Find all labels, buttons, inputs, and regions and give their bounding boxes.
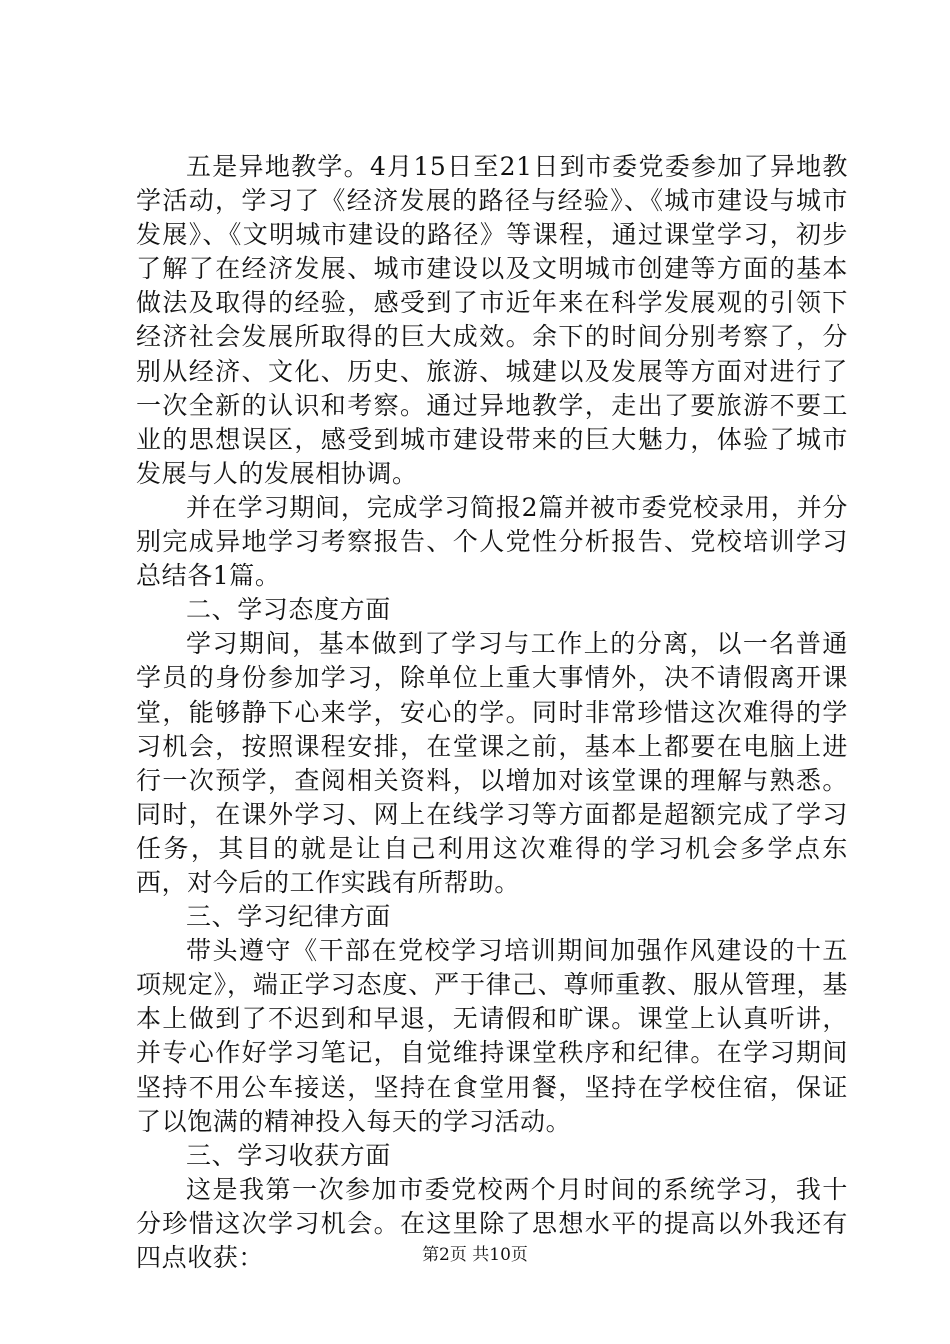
- page-number-footer: 第2页 共10页: [422, 1245, 528, 1265]
- paragraph-off-site-teaching: 五是异地教学。4月15日至21日到市委党委参加了异地教学活动，学习了《经济发展的路径与经验》、《城市建设与城市发展》、《文明城市建设的路径》等课程，通过课堂学习，初步了解了在经济发展、城市建设以及文明城市创建等方面的基本做法及取得的经验，感受到了市近年来在科学发展观的引领下经济社会发展所取得的巨大成效。余下的时间分别考察了，分别从经济、文化、历史、旅游、城建以及发展等方面对进行了一次全新的认识和考察。通过异地教学，走出了要旅游不要工业的思想误区，感受到城市建设带来的巨大魅力，体验了城市发展与人的发展相协调。: [136, 152, 848, 488]
- section-heading-discipline: 三、学习纪律方面: [186, 902, 391, 932]
- section-heading-attitude: 二、学习态度方面: [186, 595, 391, 625]
- section-heading-gains: 三、学习收获方面: [186, 1140, 391, 1170]
- paragraph-attitude: 学习期间，基本做到了学习与工作上的分离，以一名普通学员的身份参加学习，除单位上重大事情外，决不请假离开课堂，能够静下心来学，安心的学。同时非常珍惜这次难得的学习机会，按照课程安排，在堂课之前，基本上都要在电脑上进行一次预学，查阅相关资料，以增加对该堂课的理解与熟悉。同时，在课外学习、网上在线学习等方面都是超额完成了学习任务，其目的就是让自己利用这次难得的学习机会多学点东西，对今后的工作实践有所帮助。: [136, 629, 848, 897]
- paragraph-study-reports: 并在学习期间，完成学习简报2篇并被市委党校录用，并分别完成异地学习考察报告、个人党性分析报告、党校培训学习总结各1篇。: [136, 492, 848, 591]
- paragraph-gains: 这是我第一次参加市委党校两个月时间的系统学习，我十分珍惜这次学习机会。在这里除了思想水平的提高以外我还有四点收获：: [136, 1174, 848, 1272]
- document-body: [136, 150, 848, 1275]
- paragraph-discipline: 带头遵守《干部在党校学习培训期间加强作风建设的十五项规定》，端正学习态度、严于律己、尊师重教、服从管理，基本上做到了不迟到和早退，无请假和旷课。课堂上认真听讲，并专心作好学习笔记，自觉维持课堂秩序和纪律。在学习期间坚持不用公车接送，坚持在食堂用餐，坚持在学校住宿，保证了以饱满的精神投入每天的学习活动。: [136, 936, 848, 1136]
